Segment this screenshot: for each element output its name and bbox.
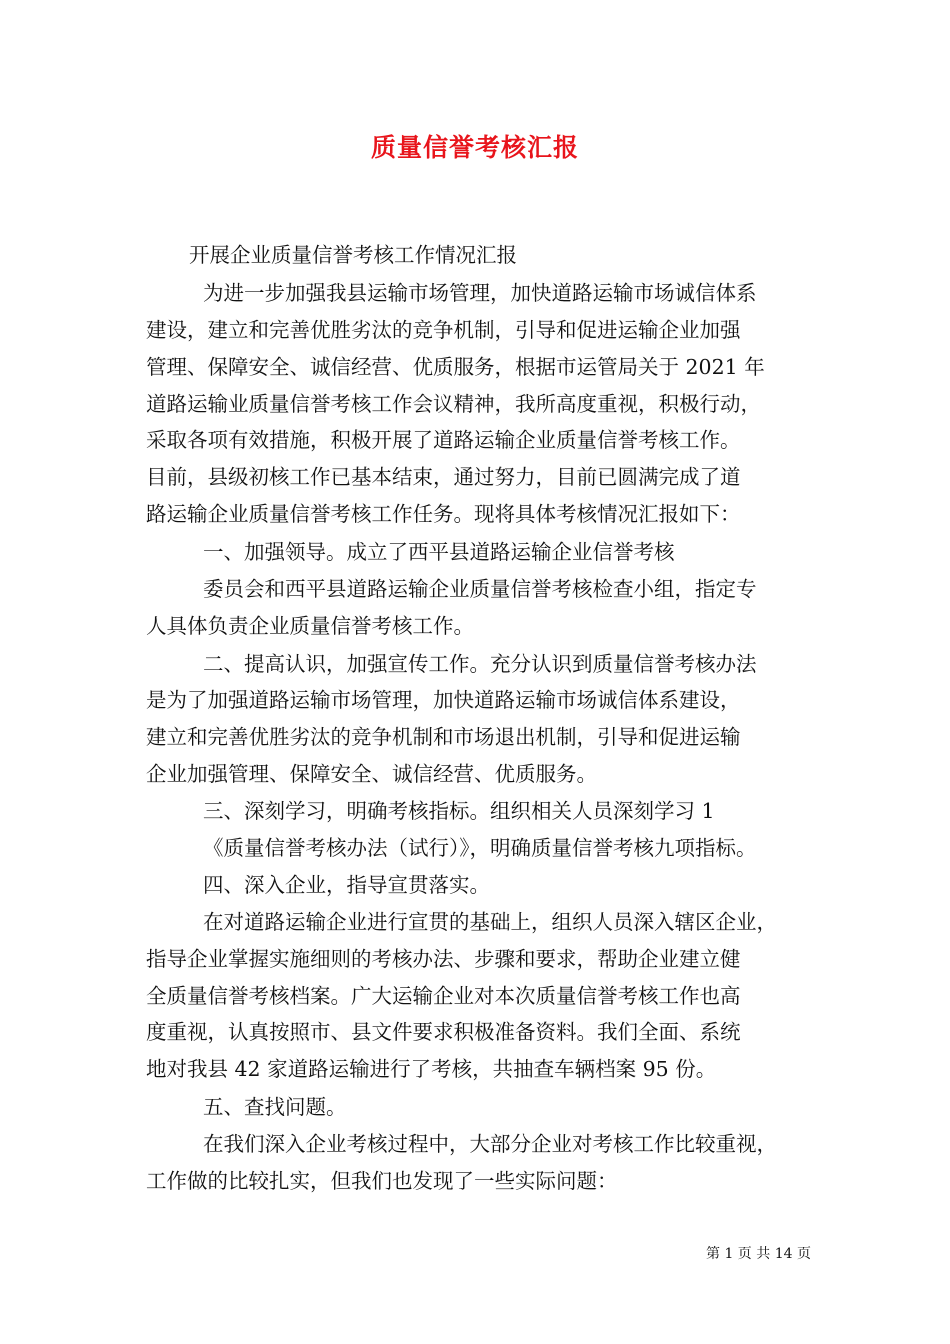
paragraph-line: 三、深刻学习，明确考核指标。组织相关人员深刻学习 1 (203, 799, 715, 823)
paragraph-line: 建设，建立和完善优胜劣汰的竞争机制，引导和促进运输企业加强 (146, 318, 741, 342)
paragraph-line: 建立和完善优胜劣汰的竞争机制和市场退出机制，引导和促进运输 (146, 725, 741, 749)
paragraph-line: 管理、保障安全、诚信经营、优质服务，根据市运管局关于 2021 年 (146, 355, 765, 379)
paragraph-line: 在对道路运输企业进行宣贯的基础上，组织人员深入辖区企业， (203, 910, 777, 934)
page-number: 第 1 页 共 14 页 (706, 1246, 811, 1262)
paragraph-line: 四、深入企业，指导宣贯落实。 (203, 873, 490, 897)
paragraph-line: 一、加强领导。成立了西平县道路运输企业信誉考核 (203, 540, 675, 564)
paragraph-line: 路运输企业质量信誉考核工作任务。现将具体考核情况汇报如下： (146, 502, 741, 526)
paragraph-line: 工作做的比较扎实，但我们也发现了一些实际问题： (146, 1169, 618, 1193)
paragraph-line: 为进一步加强我县运输市场管理，加快道路运输市场诚信体系 (203, 281, 757, 305)
paragraph-line: 在我们深入企业考核过程中，大部分企业对考核工作比较重视， (203, 1132, 777, 1156)
paragraph-line: 二、提高认识，加强宣传工作。充分认识到质量信誉考核办法 (203, 652, 757, 676)
paragraph-line: 是为了加强道路运输市场管理，加快道路运输市场诚信体系建设， (146, 688, 741, 712)
paragraph-line: 全质量信誉考核档案。广大运输企业对本次质量信誉考核工作也高 (146, 984, 741, 1008)
paragraph-heading: 开展企业质量信誉考核工作情况汇报 (189, 243, 517, 267)
paragraph-line: 《质量信誉考核办法（试行）》，明确质量信誉考核九项指标。 (203, 836, 757, 860)
paragraph-line: 道路运输业质量信誉考核工作会议精神，我所高度重视，积极行动， (146, 392, 761, 416)
paragraph-line: 度重视，认真按照市、县文件要求积极准备资料。我们全面、系统 (146, 1020, 741, 1044)
paragraph-line: 指导企业掌握实施细则的考核办法、步骤和要求，帮助企业建立健 (146, 947, 741, 971)
paragraph-line: 五、查找问题。 (203, 1095, 347, 1119)
paragraph-line: 委员会和西平县道路运输企业质量信誉考核检查小组，指定专 (203, 577, 757, 601)
document-title: 质量信誉考核汇报 (370, 133, 579, 162)
paragraph-line: 采取各项有效措施，积极开展了道路运输企业质量信誉考核工作。 (146, 428, 741, 452)
paragraph-line: 企业加强管理、保障安全、诚信经营、优质服务。 (146, 762, 597, 786)
paragraph-line: 目前，县级初核工作已基本结束，通过努力，目前已圆满完成了道 (146, 465, 741, 489)
paragraph-line: 人具体负责企业质量信誉考核工作。 (146, 614, 474, 638)
paragraph-line: 地对我县 42 家道路运输进行了考核，共抽查车辆档案 95 份。 (146, 1057, 717, 1081)
